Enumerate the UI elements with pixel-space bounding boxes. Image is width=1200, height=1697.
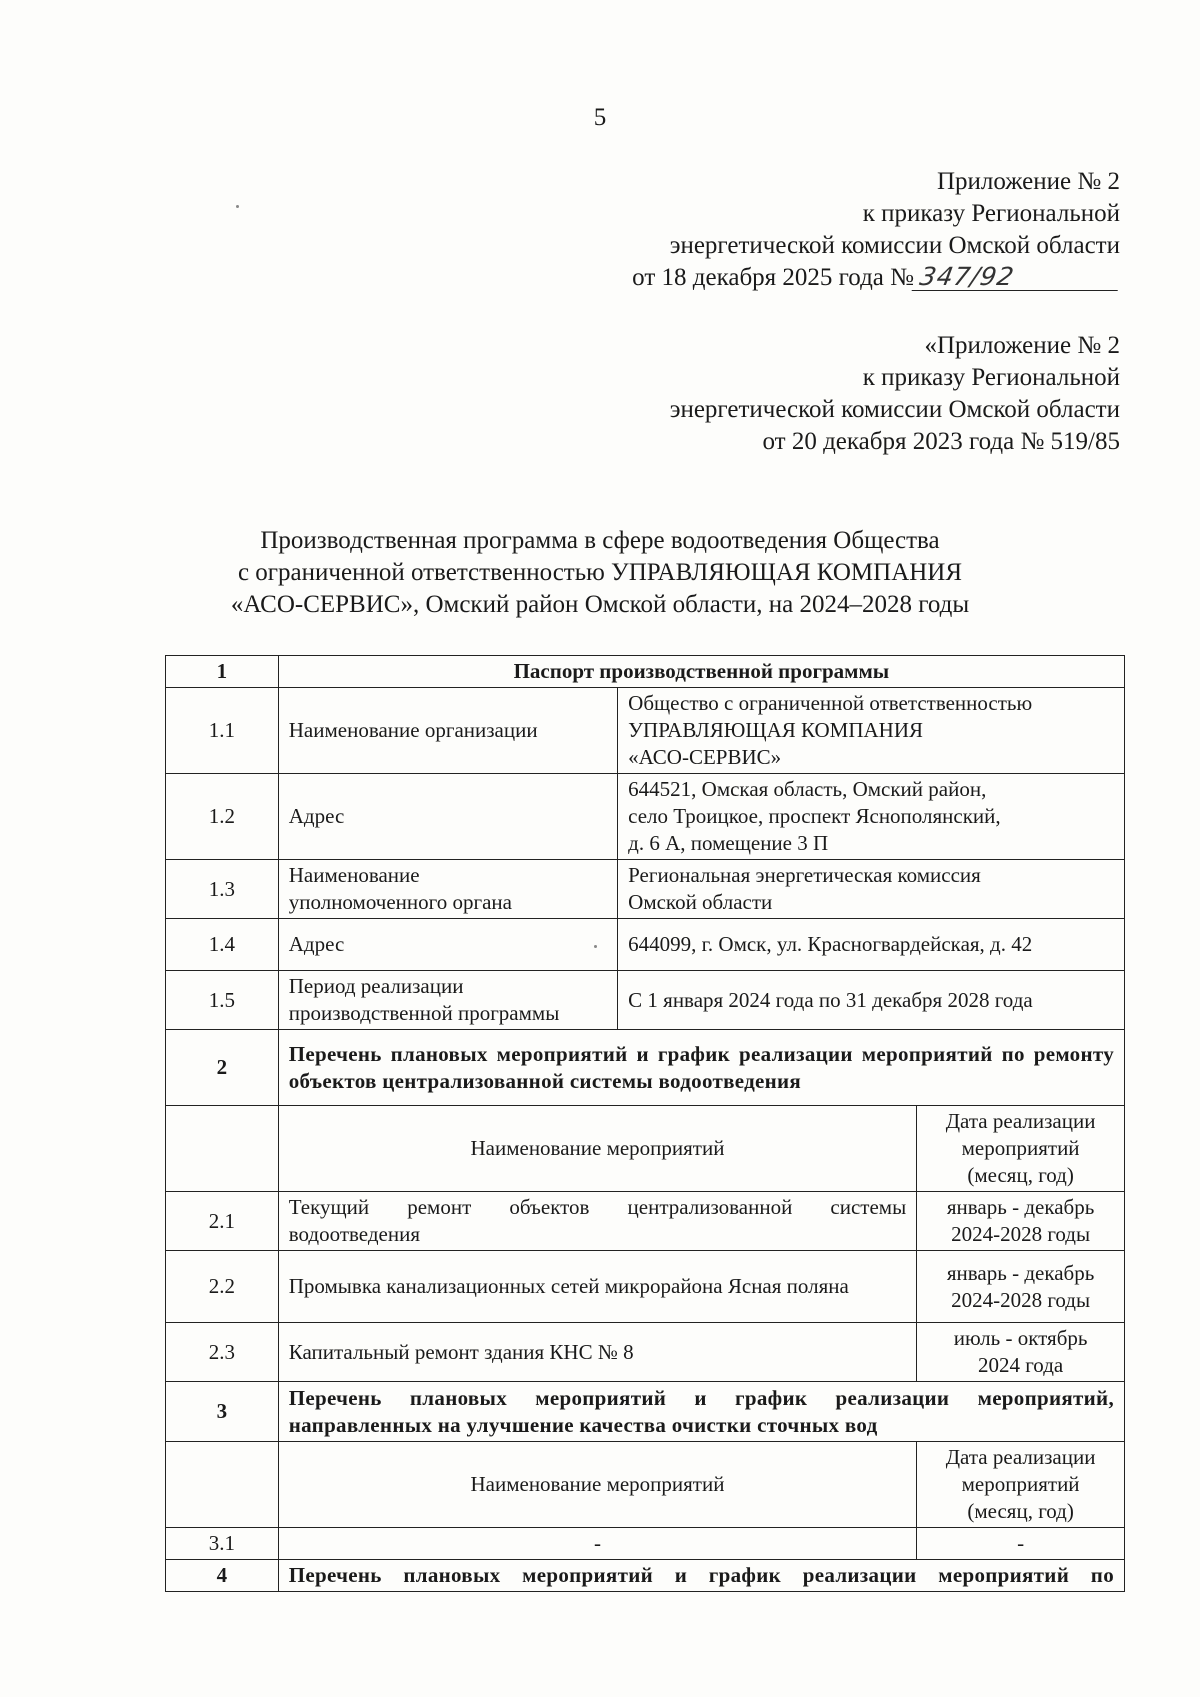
section-title: Паспорт производственной программы — [278, 656, 1124, 688]
section-header-row — [166, 1382, 1125, 1442]
value-line: Региональная энергетическая комиссия — [628, 863, 981, 887]
column-header-row — [166, 1106, 1125, 1192]
row-number: 1.1 — [166, 688, 279, 774]
row-label — [278, 971, 617, 1030]
value-line: 644521, Омская область, Омский район, — [628, 777, 987, 801]
row-value: 644099, г. Омск, ул. Красногвардейская, д. 42 — [618, 919, 1125, 971]
header-line: (месяц, год) — [967, 1499, 1074, 1523]
program-table — [165, 655, 1125, 1592]
date-line: 2024 года — [977, 1353, 1064, 1377]
section-header-row — [166, 656, 1125, 688]
value-line: Омской области — [628, 890, 773, 914]
appendix-date-line — [500, 262, 1120, 294]
activity-name: Текущий ремонт объектов централизованной системы водоотведения — [278, 1192, 916, 1251]
row-label: Адрес — [278, 919, 617, 971]
table-row — [166, 919, 1125, 971]
section-title: Перечень плановых мероприятий и график реализации мероприятий по — [278, 1560, 1124, 1592]
table-row — [166, 1251, 1125, 1323]
section-number: 4 — [166, 1560, 279, 1592]
value-line: «АСО-СЕРВИС» — [628, 745, 782, 769]
row-label: Наименование организации — [278, 688, 617, 774]
title-line-3: «АСО-СЕРВИС», Омский район Омской области, на 2024–2028 годы — [230, 591, 970, 618]
scan-speck — [594, 945, 597, 948]
label-line: производственной программы — [288, 1001, 560, 1025]
empty-cell — [166, 1106, 279, 1192]
section-number: 3 — [166, 1382, 279, 1442]
column-header-name: Наименование мероприятий — [278, 1106, 916, 1192]
column-header-date — [917, 1106, 1125, 1192]
row-number: 1.5 — [166, 971, 279, 1030]
table-row — [166, 1528, 1125, 1560]
table-row — [166, 688, 1125, 774]
appendix-old-header — [500, 330, 1120, 458]
header-line: (месяц, год) — [967, 1163, 1074, 1187]
column-header-date — [917, 1442, 1125, 1528]
appendix-old-date: от 20 декабря 2023 года № 519/85 — [762, 428, 1120, 455]
section-header-row — [166, 1030, 1125, 1106]
row-number: 1.4 — [166, 919, 279, 971]
activity-date — [917, 1251, 1125, 1323]
table-row — [166, 1323, 1125, 1382]
activity-name: Промывка канализационных сетей микрорайона Ясная поляна — [278, 1251, 916, 1323]
section-number: 1 — [166, 656, 279, 688]
title-line-1: Производственная программа в сфере водоотведения Общества — [260, 527, 940, 554]
row-number: 3.1 — [166, 1528, 279, 1560]
value-line: УПРАВЛЯЮЩАЯ КОМПАНИЯ — [628, 718, 923, 742]
section-title: Перечень плановых мероприятий и график реализации мероприятий по ремонту объектов централизованной системы водоотведения — [278, 1030, 1124, 1106]
appendix-date: от 18 декабря 2025 года № — [632, 264, 914, 291]
column-header-name: Наименование мероприятий — [278, 1442, 916, 1528]
appendix-commission: энергетической комиссии Омской области — [669, 232, 1120, 259]
activity-date — [917, 1323, 1125, 1382]
row-label: Адрес — [278, 774, 617, 860]
table-row — [166, 774, 1125, 860]
appendix-old-order-ref: к приказу Региональной — [862, 364, 1120, 391]
value-line: село Троицкое, проспект Яснополянский, — [628, 804, 1001, 828]
date-line: январь - декабрь — [946, 1195, 1095, 1219]
document-title — [0, 525, 1200, 621]
row-number: 1.3 — [166, 860, 279, 919]
handwritten-order-number: 347/92 — [912, 264, 1123, 291]
header-line: Дата реализации — [945, 1445, 1096, 1469]
date-line: июль - октябрь — [953, 1326, 1088, 1350]
appendix-title: Приложение № 2 — [936, 168, 1120, 195]
activity-date — [917, 1192, 1125, 1251]
appendix-old-commission: энергетической комиссии Омской области — [669, 396, 1120, 423]
table-row — [166, 971, 1125, 1030]
row-number: 2.2 — [166, 1251, 279, 1323]
label-line: Наименование — [288, 863, 420, 887]
row-label — [278, 860, 617, 919]
row-number: 2.3 — [166, 1323, 279, 1382]
empty-cell — [166, 1442, 279, 1528]
header-line: мероприятий — [961, 1472, 1080, 1496]
activity-name: - — [278, 1528, 916, 1560]
row-value — [618, 774, 1125, 860]
row-number: 1.2 — [166, 774, 279, 860]
value-line: Общество с ограниченной ответственностью — [628, 691, 1033, 715]
row-value — [618, 860, 1125, 919]
scan-speck — [236, 205, 239, 208]
row-value: С 1 января 2024 года по 31 декабря 2028 года — [618, 971, 1125, 1030]
row-number: 2.1 — [166, 1192, 279, 1251]
label-line: Период реализации — [288, 974, 464, 998]
section-title: Перечень плановых мероприятий и график реализации мероприятий, направленных на улучшение качества очистки сточных вод — [278, 1382, 1124, 1442]
table-row — [166, 1192, 1125, 1251]
header-line: мероприятий — [961, 1136, 1080, 1160]
section-header-row — [166, 1560, 1125, 1592]
value-line: д. 6 А, помещение 3 П — [628, 831, 829, 855]
date-line: январь - декабрь — [946, 1260, 1095, 1285]
date-line: 2024-2028 годы — [951, 1287, 1091, 1312]
header-line: Дата реализации — [945, 1109, 1096, 1133]
label-line: уполномоченного органа — [288, 890, 512, 914]
title-line-2: с ограниченной ответственностью УПРАВЛЯЮЩАЯ КОМПАНИЯ — [237, 559, 963, 586]
column-header-row — [166, 1442, 1125, 1528]
page-number: 5 — [593, 104, 607, 131]
section-number: 2 — [166, 1030, 279, 1106]
appendix-new-header — [500, 166, 1120, 294]
activity-date: - — [917, 1528, 1125, 1560]
appendix-order-ref: к приказу Региональной — [862, 200, 1120, 227]
table-row — [166, 860, 1125, 919]
row-value — [618, 688, 1125, 774]
activity-name: Капитальный ремонт здания КНС № 8 — [278, 1323, 916, 1382]
date-line: 2024-2028 годы — [951, 1222, 1091, 1246]
appendix-old-title: «Приложение № 2 — [924, 332, 1120, 359]
